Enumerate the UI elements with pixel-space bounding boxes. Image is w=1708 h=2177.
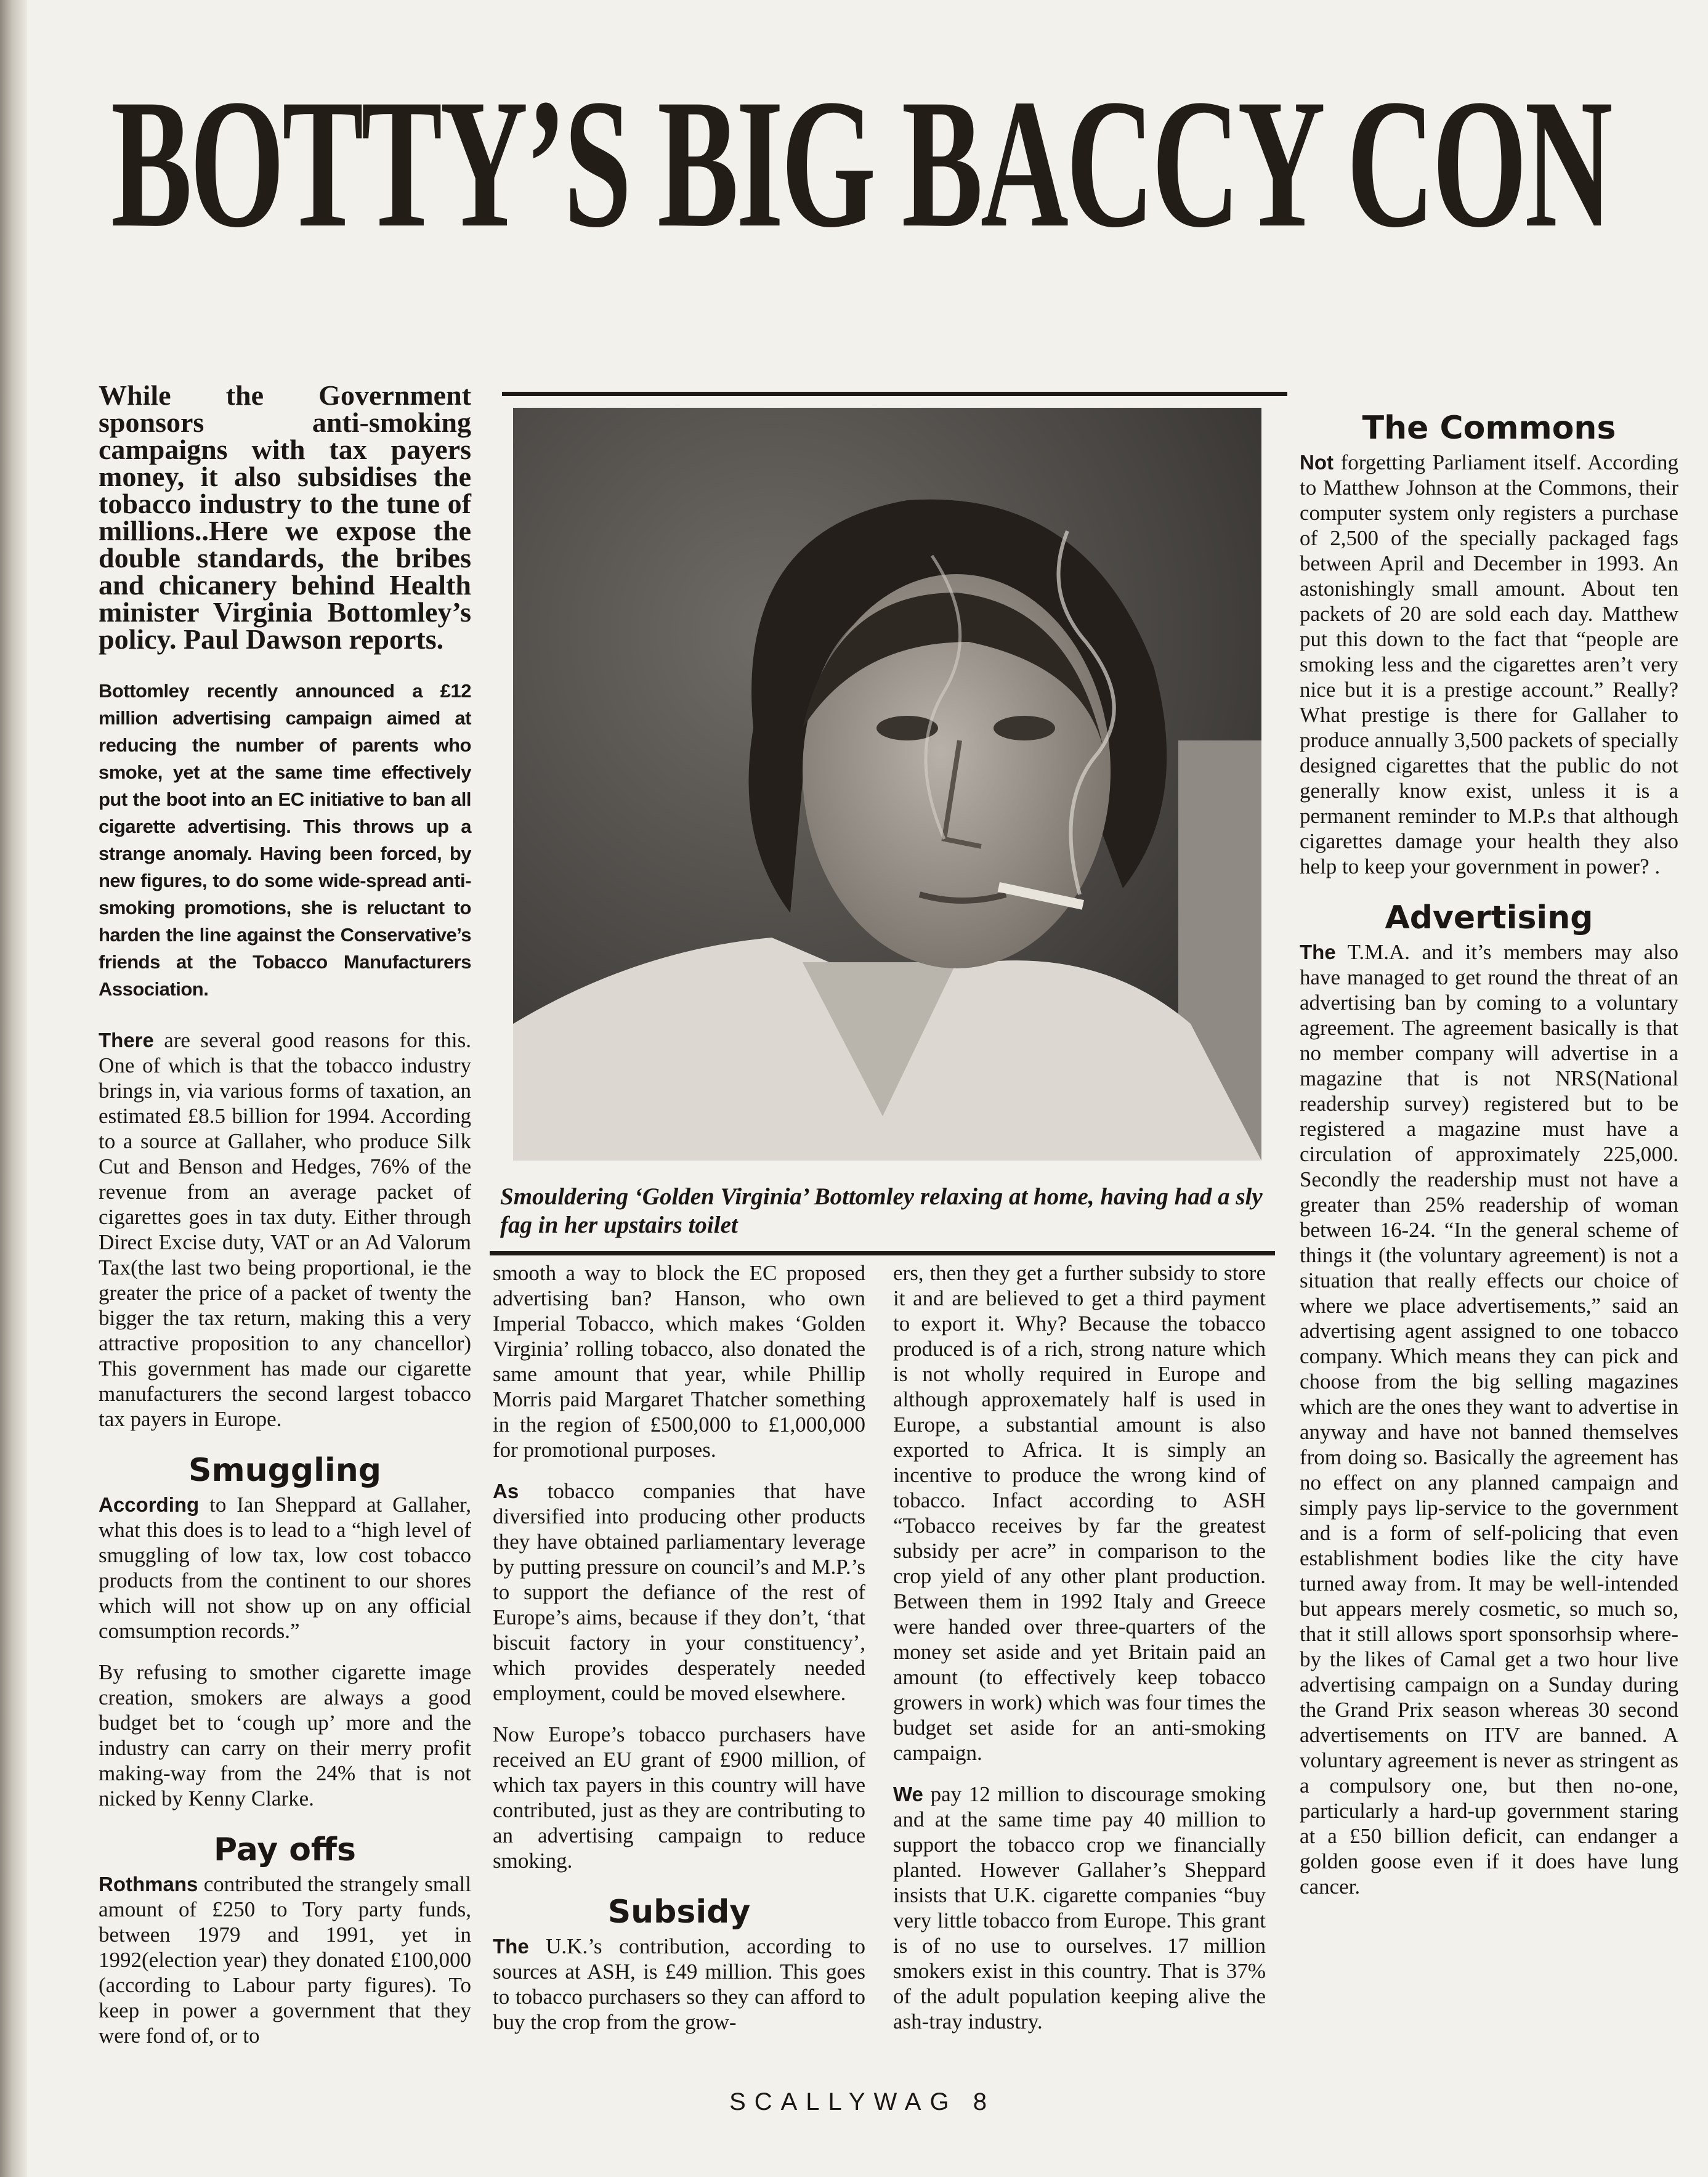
headline: BOTTY’S BIG BACCY CON: [111, 61, 1611, 266]
subhead-pay-offs: Pay offs: [213, 1831, 356, 1868]
body-paragraph: There are several good reasons for this. One of which is that the tobacco industry brings in, via various forms of taxation, an estimated £8.5 billion for 1994. According to a source at Gallaher, who produce Silk Cut and Benson and Hedges, 76% of the revenue from an average packet of cigarettes goes in tax duty. Either through Direct Excise duty, VAT or an Ad Valorum Tax(the last two being proportional, ie the greater the price of a packet of twenty the bigger the tax return, making this a very attractive proposition to any chancellor) This government has made our cigarette manufacturers the second largest tobacco tax payers in Europe.: [99, 1028, 471, 1431]
run-in: The: [493, 1935, 529, 1958]
subhead-subsidy: Subsidy: [607, 1894, 751, 1931]
photo-top-rule: [502, 392, 1287, 396]
body-paragraph: The T.M.A. and it’s members may also have managed to get round the threat of an advertising ban by coming to a voluntary agreement. The agreement basically is that no member company will advertise in a magazine that is not NRS(National readership survey) registered but to be registered a magazine must have a circulation of approximately 225,000. Secondly the readership must not have a greater than 25% readership of woman between 16-24. “In the general scheme of things it (the voluntary agreement) is not a situation that really effects our choice of where we place advertisements,” said an advertising agent assigned to one tobacco company. Which means they can pick and choose from the big selling magazines which are the ones they want to advertise in anyway and have not banned themselves from doing so. Basically the agreement has no effect on any planned campaign and simply pays lip-service to the government and is a form of self-policing that even establishment bodies like the city have turned away from. It may be well-intended but appears merely cosmetic, so much so, that it still allows sport sponsorhsip where-by the likes of Camal get a two hour live advertising campaign on a Sunday during the Grand Prix season whereas 30 second advertisements on ITV are banned. A voluntary agreement is never as stringent as a compulsory one, but then no-one, particularly a hard-up government staring at a £50 billion deficit, can endanger a golden goose even if it does have lung cancer.: [1300, 940, 1678, 1899]
body-paragraph: The U.K.’s contribution, according to sources at ASH, is £49 million. This goes to tobacco purchasers so they can afford to buy the crop from the grow-: [493, 1934, 865, 2034]
page-footer: SCALLYWAG 8: [729, 2088, 995, 2115]
run-in: Not: [1300, 451, 1334, 474]
subhead-smuggling: Smuggling: [188, 1452, 381, 1489]
run-in: According: [99, 1493, 200, 1516]
body-paragraph: Now Europe’s tobacco purchasers have received an EU grant of £900 million, of which tax payers in this country will have contributed, just as they are contributing to an advertising campaign to reduce smoking.: [493, 1722, 865, 1873]
page-spine-shadow: [0, 0, 27, 2177]
column-1: [99, 379, 471, 2064]
run-in: There: [99, 1029, 154, 1052]
subhead-the-commons: The Commons: [1362, 410, 1616, 447]
column-3: [893, 1260, 1266, 2050]
subhead-advertising: Advertising: [1385, 899, 1593, 936]
body-paragraph: Rothmans contributed the strangely small amount of £250 to Tory party funds, between 1979 and 1991, yet in 1992(election year) they donated £100,000 (according to Labour party figures). To keep in power a government that they were fond of, or to: [99, 1872, 471, 2048]
intro-paragraph: Bottomley recently announced a £12 million advertising campaign aimed at reducing the number of parents who smoke, yet at the same time effectively put the boot into an EC initiative to ban all cigarette advertising. This throws up a strange anomaly. Having been forced, by new figures, to do some wide-spread anti-smoking promotions, she is reluctant to harden the line against the Conservative’s friends at the Tobacco Manufacturers Association.: [99, 680, 471, 1000]
portrait-illustration: [513, 408, 1261, 1161]
body-paragraph: ers, then they get a further subsidy to store it and are believed to get a third payment to export it. Why? Because the tobacco produced is of a rich, strong nature which is not wholly required in Europe and although approxemately half is used in Europe, a substantial amount is also exported to Africa. It is simply an incentive to produce the wrong kind of tobacco. Infact according to ASH “Tobacco receives by far the greatest subsidy per acre” in comparison to the crop yield of any other plant production. Between them in 1992 Italy and Greece were handed over three-quarters of the money set aside and yet Britain paid an amount (to effectively keep tobacco growers in work) which was four times the budget set aside for an anti-smoking campaign.: [893, 1261, 1266, 1765]
run-in: We: [893, 1783, 923, 1806]
body-paragraph: According to Ian Sheppard at Gallaher, what this does is to lead to a “high level of smuggling of low tax, low cost tobacco products from the continent to our shores which will not show up on any official comsumption records.”: [99, 1493, 471, 1643]
run-in: As: [493, 1480, 519, 1502]
run-in: The: [1300, 941, 1336, 963]
caption-bottom-rule: [490, 1251, 1275, 1255]
photograph: [513, 408, 1261, 1161]
photo-caption: Smouldering ‘Golden Virginia’ Bottomley relaxing at home, having had a sly fag in her upstairs toilet: [500, 1183, 1263, 1238]
body-paragraph: We pay 12 million to discourage smoking and at the same time pay 40 million to support the tobacco crop we financially planted. However Gallaher’s Sheppard insists that U.K. cigarette companies “buy very little tobacco from Europe. This grant is of no use to ourselves. 17 million smokers exist in this country. That is 37% of the adult population keeping alive the ash-tray industry.: [893, 1782, 1266, 2033]
body-paragraph: By refusing to smother cigarette image creation, smokers are always a good budget bet to ‘cough up’ more and the industry can carry on their merry profit making-way from the 24% that is not nicked by Kenny Clarke.: [99, 1660, 471, 1810]
body-paragraph: smooth a way to block the EC proposed advertising ban? Hanson, who own Imperial Tobacco, which makes ‘Golden Virginia’ rolling tobacco, also donated the same amount that year, while Phillip Morris paid Margaret Thatcher something in the region of £500,000 to £1,000,000 for promotional purposes.: [493, 1261, 865, 1462]
body-paragraph: As tobacco companies that have diversified into producing other products they have obtained parliamentary leverage by putting pressure on council’s and M.P.’s to support the defiance of the rest of Europe’s aims, because if they don’t, ‘that biscuit factory in your constituency’, which provides desperately needed employment, could be moved elsewhere.: [493, 1479, 865, 1705]
lead-paragraph: While the Government sponsors anti-smoking campaigns with tax payers money, it also subsidises the tobacco industry to the tune of millions..Here we expose the double standards, the bribes and chicanery behind Health minister Virginia Bottomley’s policy. Paul Dawson reports.: [99, 379, 471, 655]
run-in: Rothmans: [99, 1873, 198, 1895]
column-4: [1300, 410, 1678, 1915]
column-2: [493, 1260, 865, 2051]
body-paragraph: Not forgetting Parliament itself. According to Matthew Johnson at the Commons, their computer system only registers a purchase of 2,500 of the specially packaged fags between April and December in 1993. An astonishingly small amount. About ten packets of 20 are sold each day. Matthew put this down to the fact that “people are smoking less and the cigarettes aren’t very nice but it is a prestige account.” Really? What prestige is there for Gallaher to produce annually 3,500 packets of specially designed cigarettes that the public do not generally know exist, unless it is a permanent reminder to M.P.s that although cigarettes damage your health they also help to keep your government in power? .: [1300, 450, 1678, 878]
